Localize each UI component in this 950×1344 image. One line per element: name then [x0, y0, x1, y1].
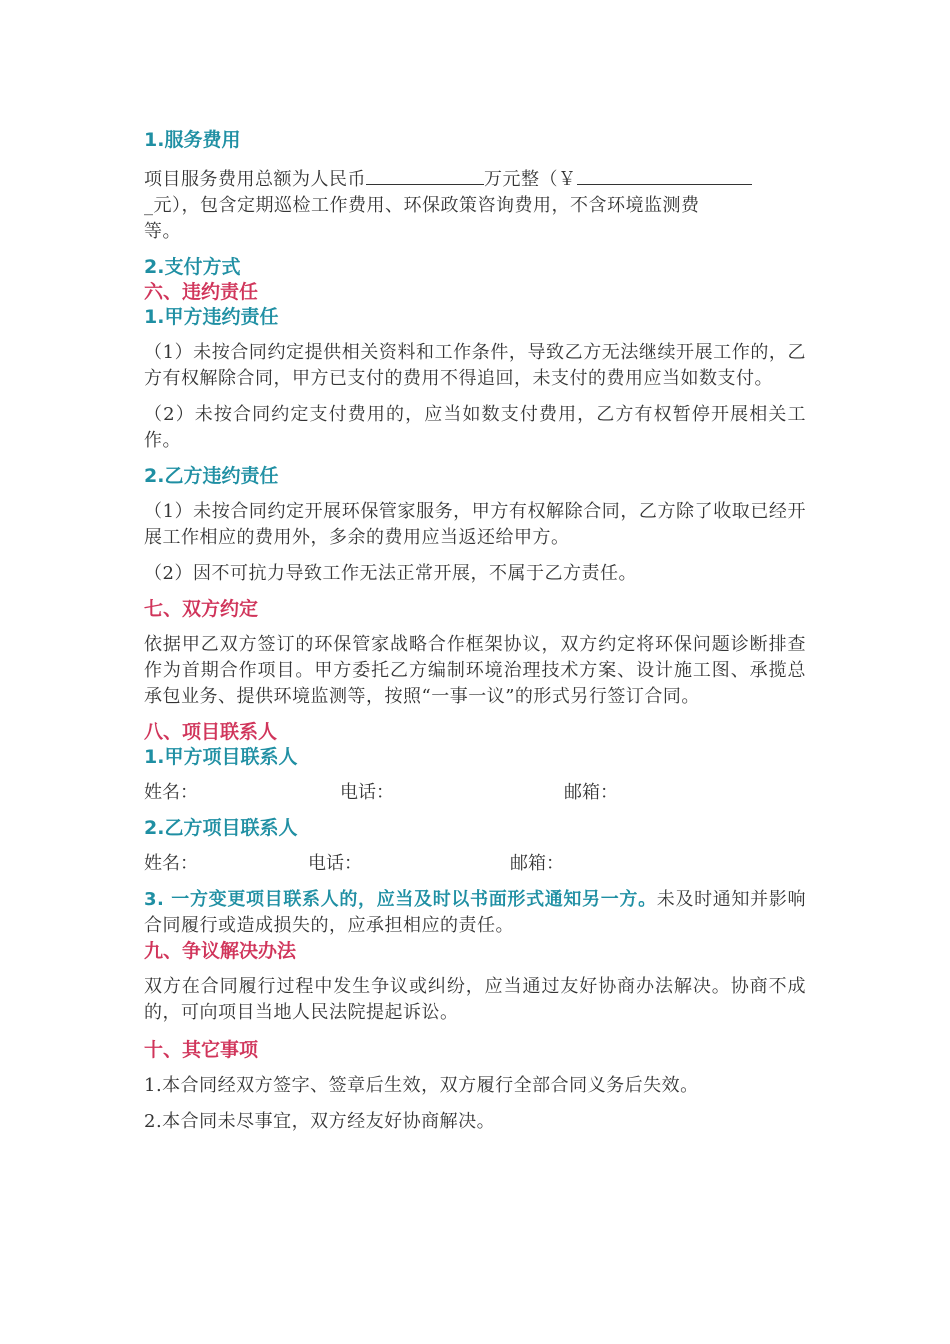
- contact-change-paragraph: [144, 887, 806, 939]
- party-a-breach-item-1: （1）未按合同约定提供相关资料和工作条件，导致乙方无法继续开展工作的，乙方有权解除合同，甲方已支付的费用不得追回，未支付的费用应当如数支付。: [144, 342, 806, 389]
- heading-party-a-breach: 1.甲方违约责任: [144, 306, 279, 328]
- party-a-name-label: 姓名：: [144, 782, 198, 803]
- party-a-email-label: 邮箱：: [564, 782, 618, 803]
- blank-amount-wan[interactable]: [366, 164, 484, 185]
- heading-payment-method: 2.支付方式: [144, 256, 241, 278]
- other-matters-item-1: 1.本合同经双方签字、签章后生效，双方履行全部合同义务后失效。: [144, 1075, 699, 1096]
- dispute-resolution-paragraph: 双方在合同履行过程中发生争议或纠纷，应当通过友好协商办法解决。协商不成的，可向项目当地人民法院提起诉讼。: [144, 976, 806, 1023]
- blank-amount-yuan[interactable]: [577, 164, 752, 185]
- heading-party-b-breach: 2.乙方违约责任: [144, 465, 279, 487]
- party-a-breach-item-2: （2）未按合同约定支付费用的，应当如数支付费用，乙方有权暂停开展相关工作。: [144, 404, 806, 451]
- heading-project-contacts: 八、项目联系人: [144, 721, 278, 743]
- contact-change-rest: 未及时通知并影响合同履行或造成损失的，应承担相应的责任。: [144, 889, 806, 936]
- party-b-phone-label: 电话：: [308, 853, 362, 874]
- party-a-contact-row: [144, 780, 806, 806]
- party-b-email-label: 邮箱：: [510, 853, 564, 874]
- heading-service-fee: 1.服务费用: [144, 129, 241, 151]
- contact-change-emphasis: 3. 一方变更项目联系人的，应当及时以书面形式通知另一方。: [144, 889, 657, 910]
- party-b-breach-item-1: （1）未按合同约定开展环保管家服务，甲方有权解除合同，乙方除了收取已经开展工作相应的费用外，多余的费用应当返还给甲方。: [144, 501, 806, 548]
- heading-other-matters: 十、其它事项: [144, 1039, 259, 1061]
- heading-mutual-agreement: 七、双方约定: [144, 598, 259, 620]
- service-fee-paragraph: [144, 164, 806, 245]
- heading-party-b-contact: 2.乙方项目联系人: [144, 817, 298, 839]
- heading-dispute-resolution: 九、争议解决办法: [144, 940, 297, 962]
- other-matters-item-2: 2.本合同未尽事宜，双方经友好协商解决。: [144, 1111, 496, 1132]
- service-fee-text-a: 项目服务费用总额为人民币: [144, 169, 366, 190]
- service-fee-text-d: 等。: [144, 221, 181, 242]
- mutual-agreement-paragraph: 依据甲乙双方签订的环保管家战略合作框架协议，双方约定将环保问题诊断排查作为首期合作项目。甲方委托乙方编制环境治理技术方案、设计施工图、承揽总承包业务、提供环境监测等，按照“一事一议”的形式另行签订合同。: [144, 634, 806, 707]
- party-b-breach-item-2: （2）因不可抗力导致工作无法正常开展，不属于乙方责任。: [144, 563, 637, 584]
- party-a-phone-label: 电话：: [340, 782, 394, 803]
- document-page: [144, 124, 806, 1135]
- party-b-name-label: 姓名：: [144, 853, 198, 874]
- service-fee-text-b: 万元整（￥: [484, 169, 577, 190]
- heading-party-a-contact: 1.甲方项目联系人: [144, 746, 298, 768]
- heading-breach-liability: 六、违约责任: [144, 281, 259, 303]
- service-fee-text-c: _元），包含定期巡检工作费用、环保政策咨询费用，不含环境监测费: [144, 195, 700, 216]
- party-b-contact-row: [144, 851, 806, 877]
